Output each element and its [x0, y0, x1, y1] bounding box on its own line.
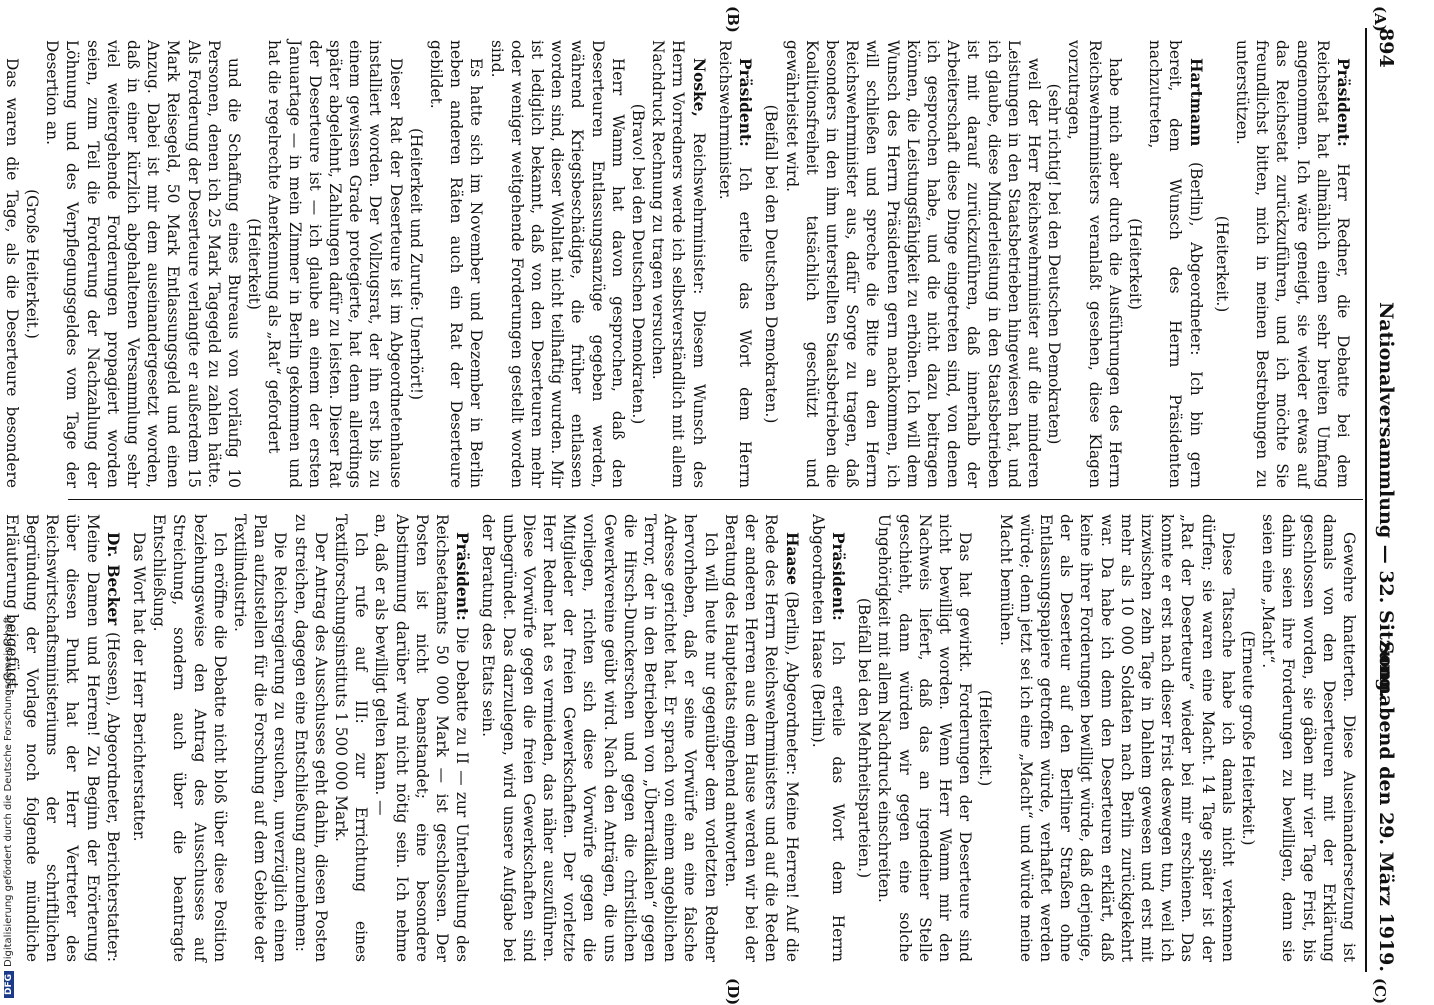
paragraph-text: Der Antrag des Ausschusses geht dahin, diesen Posten zu streichen, dagegen eine Entschließung anzunehmen:	[291, 514, 330, 962]
margin-marker-b: (B)	[724, 6, 742, 33]
paragraph	[264, 40, 405, 488]
paragraph-text: Dieser Rat der Deserteure ist im Abgeordnetenhause installiert worden. Der Vollzugsrat, der ihn erst bis zu einem gewissen Grade protegierte, hat denn allerdings später abgelehnt, Zahlungen dafür zu leisten. Dieser Rat der Deserteure ist — ich glaube an einem der ersten Januartage — in mein Zimmer in Berlin gekommen und hat die regelrechte Anerkennung als „Rat“ gefordert	[265, 40, 405, 488]
paragraph	[781, 40, 1044, 488]
paragraph	[1232, 40, 1353, 488]
stage-direction: (Beifall bei den Mehrheitsparteien.)	[855, 597, 874, 879]
paragraph	[426, 40, 487, 488]
speaker-name: Haase	[782, 532, 801, 585]
paragraph	[331, 514, 371, 962]
paragraph	[149, 514, 230, 962]
paragraph	[1145, 40, 1206, 488]
paragraph-text: Ich erteile das Wort dem Herrn Abgeordneten Haase (Berlin).	[808, 514, 847, 962]
paragraph-text: (Berlin), Abgeordneter: Meine Herren! Auf die Rede des Herrn Reichswehrministers und auf die Reden der anderen Herren aus dem Hause werden wir bei der Beratung des Hauptetats eingehend antworten.	[721, 514, 801, 962]
paragraph	[371, 514, 472, 962]
paragraph	[0, 40, 22, 488]
paragraph	[2, 514, 123, 962]
margin-marker-d: (D)	[724, 978, 742, 1005]
paragraph	[874, 514, 975, 962]
paragraph	[129, 514, 149, 962]
speaker-name: Dr. Becker	[103, 532, 122, 626]
speaker-name: Hartmann	[1186, 58, 1205, 147]
stage-direction: (Heiterkeit und Zurufe: Unerhört!)	[406, 127, 425, 401]
dfg-logo: DFG	[4, 971, 14, 998]
stage-direction: (Heiterkeit)	[1125, 218, 1144, 310]
paragraph-text: weil der Herr Reichswehrminister auf die minderen Leistungen in den Staatsbetrieben hingewiesen hat, und ich glaube, diese Minderleistung in den Staatsbetrieben ist mit darauf zurückzuführen, daß innerhalb der Arbeiterschaft diese Dinge eingetreten sind, von denen ich gesprochen habe, und die nicht dazu beitragen können, die Leistungsfähigkeit zu erhöhen. Ich will dem Wunsch des Herrn Präsidenten gern nachkommen, ich will schließen und spreche die Bitte an den Herrn Reichswehrminister aus, dafür Sorge zu tragen, daß besonders in den ihm unterstellten Staatsbetrieben die Koalitionsfreiheit tatsächlich geschützt und gewährleistet wird.	[782, 40, 1043, 488]
paragraph-text: Reichswehrminister: Diesem Wunsch des Herrn Vorredners werde ich selbstverständlich mit allem Nachdruck Rechnung zu tragen versuchen.	[649, 40, 708, 488]
margin-marker-c: (C)	[1371, 978, 1389, 1005]
stage-direction: (Beifall bei den Deutschen Demokraten.)	[762, 104, 781, 424]
paragraph-text: Herr Redner, die Debatte bei dem Reichsetat hat allmählich einen sehr breiten Umfang angenommen. Ich wäre geneigt, sie wieder etwas auf das Reichsetat zurückzuführen, und ich möchte Sie freundlichst bitten, mich in meinen Bestrebungen zu unterstützen.	[1232, 40, 1352, 488]
paragraph	[230, 514, 291, 962]
paragraph-text: Das hat gewirkt. Forderungen der Deserteure sind nicht bewilligt worden. Wenn Herr Wamm mir den Nachweis liefert, daß das an irgendeiner Stelle geschieht, dann würden wir gegen eine solche Ungehörigkeit mit allem Nachdruck einschreiten.	[875, 514, 975, 962]
paragraph-text: habe mich aber durch die Ausführungen des Herrn Reichswehrministers veranlaßt gesehen, diese Klagen vorzutragen,	[1065, 40, 1124, 488]
left-column	[2, 40, 1359, 488]
paragraph-text: Es hatte sich im November und Dezember in Berlin neben anderen Räten auch ein Rat der Deserteure gebildet.	[427, 40, 486, 488]
paragraph-text: Diese Tatsache habe ich damals nicht verkennen dürfen; sie waren eine Macht. 14 Tage später ist der „Rat der Deserteure“ wieder bei mir erschienen. Das konnte er erst nach dieser Frist deswegen tun, weil ich inzwischen zehn Tage in Dahlem gewesen und erst mit mehr als 10 000 Soldaten nach Berlin zurückgekehrt war. Da habe ich denn den Deserteuren erklärt, daß keine ihrer Forderungen bewilligt würde, daß derjenige, der als Deserteur auf den Berliner Straßen ohne Entlassungspapiere getroffen würde, verhaftet werden würde; denn jetzt sei ich eine „Macht“ und würde meine Macht bemühen.	[996, 514, 1237, 962]
running-header	[1371, 28, 1397, 972]
speaker-name: Präsident:	[828, 532, 847, 621]
paragraph-text	[0, 514, 1, 962]
paragraph	[715, 40, 755, 488]
paragraph	[0, 514, 2, 962]
stage-direction: (Erneute große Heiterkeit.)	[1238, 630, 1257, 846]
header-rule	[1365, 28, 1367, 972]
paragraph-text: Das waren die Tage, als die Deserteure besondere	[2, 58, 21, 488]
page-number: 894	[1375, 28, 1397, 68]
stage-direction: (Heiterkeit.)	[1212, 215, 1231, 313]
paragraph-text: (Berlin), Abgeordneter: Ich bin gern bereit, dem Wunsch des Herrn Präsidenten nachzutreten,	[1146, 40, 1205, 488]
paragraph	[290, 514, 330, 962]
stage-direction: (Große Heiterkeit.)	[23, 189, 41, 339]
paragraph-text: Die Debatte zu II — zur Unterhaltung des Reichsetatamts 50 000 Mark — ist geschlossen. Der Posten ist nicht beanstandet; eine besondere Abstimmung darüber wird nicht nötig sein. Ich nehme an, daß er als bewilligt gelten kann. —	[372, 514, 472, 962]
paragraph-text: Die Reichsregierung zu ersuchen, unverzüglich einen Plan aufzustellen für die Forschung auf dem Gebiete der Textilindustrie.	[231, 514, 290, 962]
paragraph	[995, 514, 1237, 962]
speaker-name: Präsident:	[453, 532, 472, 621]
paragraph	[1064, 40, 1125, 488]
column-divider	[68, 499, 1363, 500]
speaker-name: Noske,	[689, 58, 708, 117]
paragraph-text: Herr Wamm hat davon gesprochen, daß den Deserteuren Entlassungsanzüge gegeben werden, während Kriegsbeschädigte, die früher entlassen worden sind, dieser Wohltat nicht teilhaftig wurden. Mir ist lediglich bekannt, daß von den Deserteuren mehr oder weniger weitgehende Forderungen gestellt worden sind.	[487, 40, 627, 488]
paragraph-text: (Hessen), Abgeordneter, Berichterstatter: Meine Damen und Herren! Zu Beginn der Erörterung über diesen Punkt hat der Herr Vertreter des Reichswirtschaftsministeriums der schriftlichen Begründung der Vorlage noch folgende mündliche Erläuterung beigefügt:	[2, 514, 122, 962]
paragraph	[721, 514, 802, 962]
paragraph	[42, 40, 244, 488]
paragraph-text: Das Wort hat der Herr Berichterstatter.	[130, 532, 149, 842]
paragraph	[486, 40, 627, 488]
paragraph-text: Ich erteile das Wort dem Herrn Reichswehrminister.	[715, 40, 755, 488]
paragraph	[648, 40, 709, 488]
paragraph	[1258, 514, 1359, 962]
stage-direction: (sehr richtig! bei den Deutschen Demokraten)	[1045, 83, 1064, 445]
speaker-name: Präsident:	[1334, 58, 1352, 147]
credit-text: Digitalisierung gefördert durch die Deutsche Forschungsgemeinschaft	[3, 616, 14, 967]
paragraph-text: Ich will heute nur gegenüber dem vorletzten Redner hervorheben, daß er seine Vorwürfe an eine falsche Adresse gerichtet hat. Er sprach von einem angeblichen Terror, der in den Betrieben von „Überradikalen“ gegen die Hirsch-Dunckerschen und gegen die christlichen Gewerkvereine geübt wird. Nach den Anträgen, die uns vorliegen, richten sich diese Vorwürfe gegen die Mitglieder der freien Gewerkschaften. Der vorletzte Herr Redner hat es vermieden, das näher auszuführen. Diese Vorwürfe gegen die freien Gewerkschaften sind unbegründet. Das darzulegen, wird unsere Aufgabe bei der Beratung des Etats sein.	[479, 514, 720, 962]
session-title: Nationalversammlung — 32. Sitzung.	[1375, 301, 1397, 699]
stage-direction: (Heiterkeit.)	[976, 689, 995, 787]
paragraph-text: und die Schaffung eines Bureaus von vorläufig 10 Personen, denen ich 25 Mark Tagegeld zu zahlen hätte. Als Forderung der Deserteure verlangte er außerdem 15 Mark Reisegeld, 50 Mark Entlassungsgeld und einen Anzug. Dabei ist mir dem auseinandergesetzt worden, daß in einer kürzlich abgehaltenen Versammlung sehr viel weitergehende Forderungen propagiert worden seien, zum Teil die Forderung der Nachzahlung der Löhnung und des Verpflegungsgeldes vom Tage der Desertion an.	[43, 40, 244, 488]
stage-direction: (Heiterkeit)	[245, 218, 264, 310]
paragraph-text: Ich rufe auf III: zur Errichtung eines Textilforschungsinstituts 1 500 000 Mark.	[332, 514, 371, 962]
digitization-credit	[3, 616, 14, 998]
paragraph-text: Ich eröffne die Debatte nicht bloß über diese Position beziehungsweise den Antrag des Ausschusses auf Streichung, sondern auch über die beantragte Entschließung.	[150, 514, 229, 962]
stage-direction: (Bravo! bei den Deutschen Demokraten.)	[629, 103, 648, 425]
session-date: Sonnabend den 29. März 1919.	[1375, 640, 1397, 972]
margin-marker-a: (A)	[1371, 6, 1389, 32]
paragraph	[478, 514, 720, 962]
paragraph-text: Gewehre knatterten. Diese Auseinandersetzung ist damals von den Deserteuren mit der Erklärung geschlossen worden, sie gäben mir vier Tage Frist, bis dahin seien ihre Forderungen zu bewilligen, denn sie seien eine „Macht“.	[1259, 514, 1358, 962]
speaker-name: Präsident:	[736, 58, 755, 147]
paragraph	[808, 514, 848, 962]
